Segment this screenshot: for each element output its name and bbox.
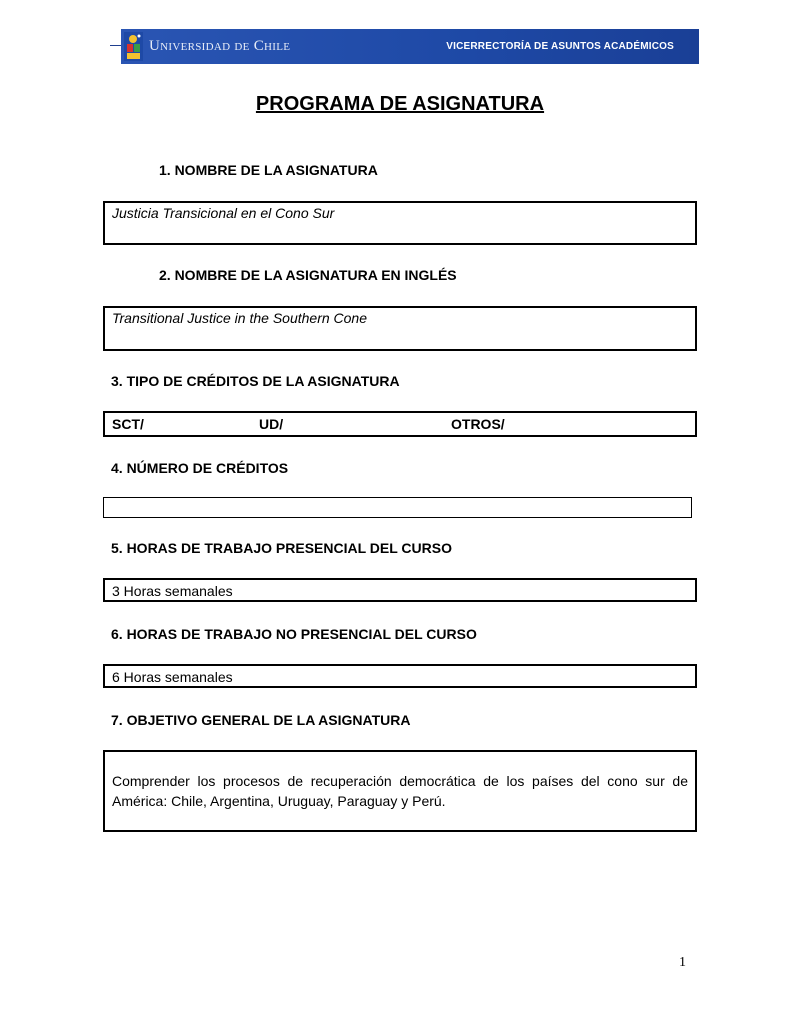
course-name-english-field <box>103 306 697 351</box>
course-name-value: Justicia Transicional en el Cono Sur <box>112 205 335 221</box>
credit-sct-label: SCT/ <box>112 416 144 432</box>
university-logo-icon <box>124 32 143 61</box>
general-objective-value: Comprender los procesos de recuperación democrática de los países del cono sur de América: Chile, Argentina, Uruguay, Paraguay y Perú. <box>112 773 688 809</box>
section-5-heading: 5. HORAS DE TRABAJO PRESENCIAL DEL CURSO <box>111 540 452 556</box>
non-presential-hours-value: 6 Horas semanales <box>112 669 233 685</box>
section-1-heading: 1. NOMBRE DE LA ASIGNATURA <box>159 162 378 178</box>
section-7-heading: 7. OBJETIVO GENERAL DE LA ASIGNATURA <box>111 712 411 728</box>
section-3-heading: 3. TIPO DE CRÉDITOS DE LA ASIGNATURA <box>111 373 400 389</box>
section-6-heading: 6. HORAS DE TRABAJO NO PRESENCIAL DEL CURSO <box>111 626 477 642</box>
vice-rectory-label: VICERRECTORÍA DE ASUNTOS ACADÉMICOS <box>446 41 674 52</box>
credit-ud-label: UD/ <box>259 416 284 432</box>
page-number: 1 <box>679 955 686 970</box>
university-name: Universidad de Chile <box>149 38 291 54</box>
general-objective-field <box>103 750 697 832</box>
course-name-field <box>103 201 697 245</box>
credit-otros-label: OTROS/ <box>451 416 505 432</box>
section-2-heading: 2. NOMBRE DE LA ASIGNATURA EN INGLÉS <box>159 267 457 283</box>
section-4-heading: 4. NÚMERO DE CRÉDITOS <box>111 460 289 476</box>
presential-hours-value: 3 Horas semanales <box>112 583 233 599</box>
course-name-english-value: Transitional Justice in the Southern Cone <box>112 310 367 326</box>
non-presential-hours-field <box>103 664 697 688</box>
presential-hours-field <box>103 578 697 602</box>
credit-type-row <box>103 411 697 437</box>
header-banner <box>121 29 699 64</box>
document-title: PROGRAMA DE ASIGNATURA <box>255 93 545 115</box>
credit-number-field <box>103 497 692 518</box>
